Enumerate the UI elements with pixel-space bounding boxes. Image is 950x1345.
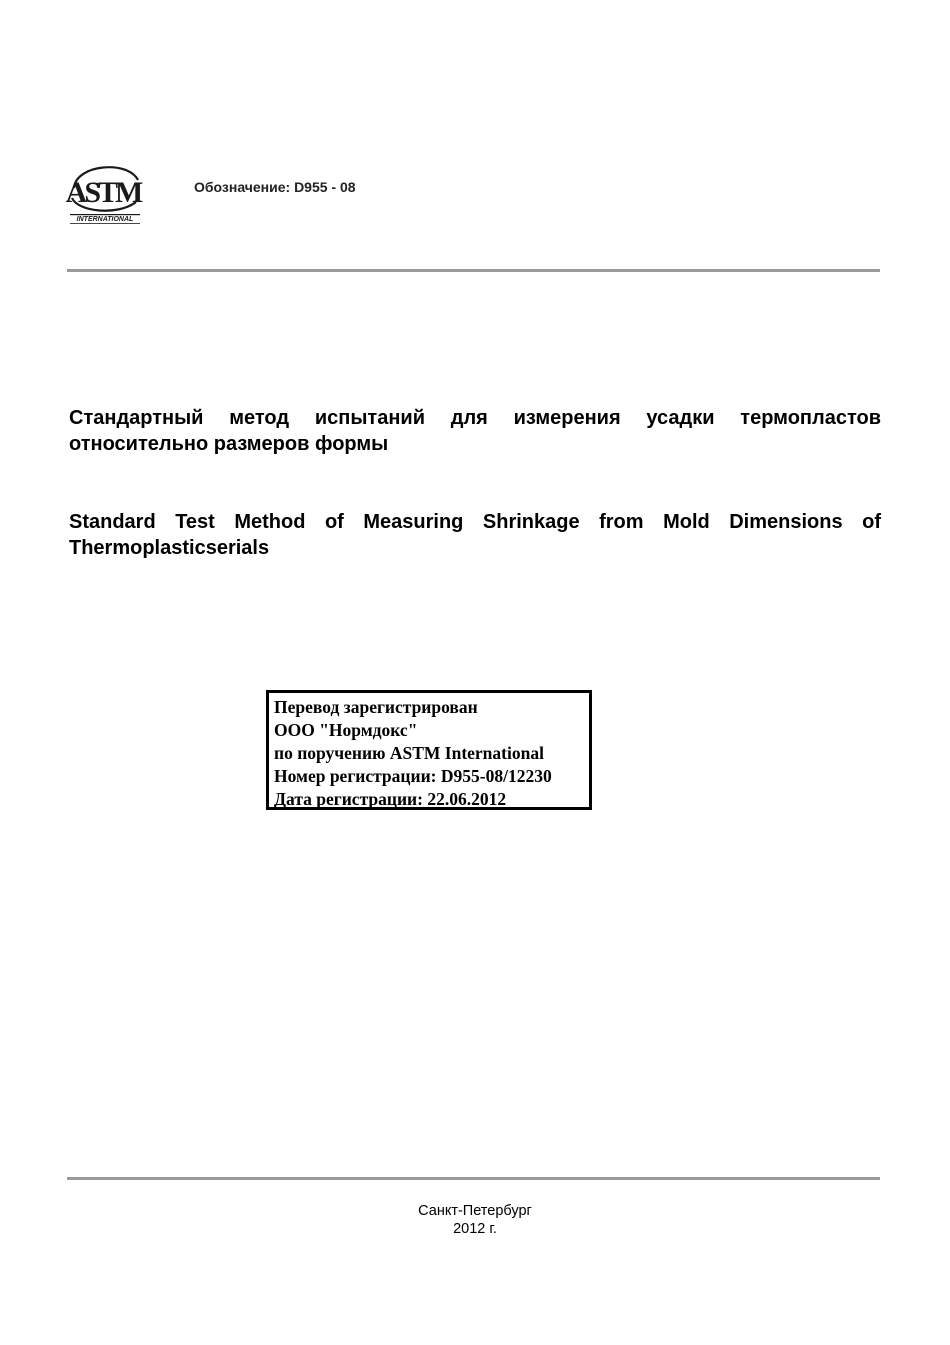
astm-logo-icon [66,158,144,228]
registration-line: ООО "Нормдокс" [274,720,418,740]
registration-line: Перевод зарегистрирован [274,697,478,717]
registration-stamp [266,690,592,810]
registration-line: Номер регистрации: D955-08/12230 [274,766,552,786]
registration-line: Дата регистрации: 22.06.2012 [274,789,507,809]
svg-text:ASTM: ASTM [66,176,141,209]
footer-divider [67,1177,880,1180]
svg-text:INTERNATIONAL: INTERNATIONAL [76,216,134,223]
designation-label: Обозначение: D955 - 08 [194,179,356,195]
title-russian: Стандартный метод испытаний для измерения усадки термопластов относительно размеров формы [69,407,881,455]
footer-year: 2012 г. [453,1221,497,1237]
registration-line: по поручению ASTM International [274,743,544,763]
header-divider [67,269,880,272]
footer-city: Санкт-Петербург [418,1203,532,1219]
title-english: Standard Test Method of Measuring Shrinkage from Mold Dimensions of Thermoplasticserials [69,511,881,559]
